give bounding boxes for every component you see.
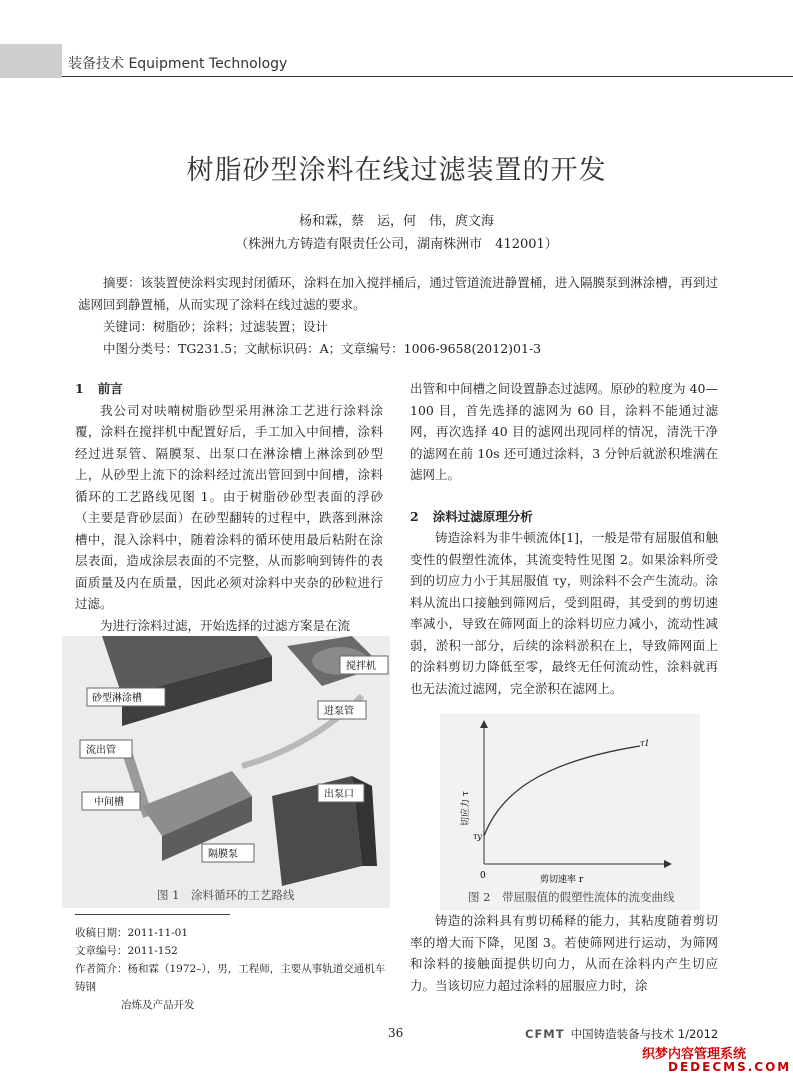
keywords: 关键词：树脂砂；涂料；过滤装置；设计 — [103, 319, 329, 334]
footnotes — [75, 924, 395, 1014]
section2-title: 涂料过滤原理分析 — [432, 508, 533, 524]
figure1-caption: 图 1 涂料循环的工艺路线 — [157, 888, 295, 902]
paper-title: 树脂砂型涂料在线过滤装置的开发 — [186, 155, 607, 186]
origin-label: 0 — [480, 871, 486, 881]
yield-label: τy — [473, 832, 482, 841]
figure2-chart — [440, 714, 700, 910]
label-middle-tank: 中间槽 — [94, 797, 124, 808]
section2-heading — [410, 506, 718, 528]
header-bar — [0, 44, 62, 78]
section2-paragraph1: 铸造涂料为非牛顿流体[1]，一般是带有屈服值和触变性的假塑性流体，其流变特性见图 2。如果涂料所受到的切应力小于其屈服值 τy，则涂料不会产生流动。涂料从流出口接触到筛网后，受到阻碍，其受到的剪切速率减小，导致在筛网面上的涂料切应力减小，流动性减弱，淤积一部分，后续的涂料淤积在上，导致筛网面上的涂料剪切力降低至零，最终无任何流动性，涂料就再也无法流过滤网，完全淤积在滤网上。 — [410, 530, 718, 696]
label-mixer: 搅拌机 — [346, 661, 376, 672]
authors: 杨和霖，蔡 运，何 伟，庹文海 — [298, 214, 494, 229]
journal-logo: CFMT — [525, 1027, 565, 1041]
label-pump-outlet: 出泵口 — [324, 789, 354, 800]
watermark-line2: DEDECMS.COM — [668, 1060, 792, 1074]
section1-number: 1 — [75, 381, 84, 396]
author-intro-cont: 冶炼及产品开发 — [121, 999, 195, 1011]
section2-number: 2 — [410, 508, 419, 524]
abstract-body: 摘要：该装置使涂料实现封闭循环，涂料在加入搅拌桶后，通过管道流进静置桶，进入隔膜泵到淋涂槽，再到过滤网回到静置桶，从而实现了涂料在线过滤的要求。 — [78, 275, 718, 312]
right-column-bottom — [410, 910, 718, 996]
label-outflow-pipe: 流出管 — [86, 745, 116, 756]
left-column — [75, 378, 383, 636]
section-header: 装备技术 Equipment Technology — [68, 56, 288, 72]
curve-label: τ1 — [640, 739, 650, 748]
abstract — [78, 272, 718, 360]
watermark-line1: 织梦内容管理系统 — [642, 1047, 747, 1062]
label-pump: 隔膜泵 — [208, 849, 238, 860]
figure2 — [440, 714, 700, 910]
figure1 — [62, 636, 390, 908]
right-column-top — [410, 378, 718, 699]
author-intro: 作者简介：杨和霖（1972–），男，工程师，主要从事轨道交通机车铸钢 — [75, 963, 386, 993]
section1-paragraph2-cont: 出管和中间槽之间设置静态过滤网。原砂的粒度为 40—100 目，首先选择的滤网为 60 目，涂料不能通过滤网，再次选择 40 目的滤网出现同样的情况，清洗干净的滤网在前 10s 还可通过涂料，3 分钟后就淤积堆满在滤网上。 — [410, 381, 718, 482]
affiliation: （株洲九方铸造有限责任公司，湖南株洲市 412001） — [235, 237, 558, 252]
page-number: 36 — [388, 1026, 404, 1040]
classification: 中图分类号：TG231.5；文献标识码：A；文章编号：1006-9658(2012)01-3 — [103, 341, 542, 356]
figure1-illustration — [62, 636, 390, 908]
journal-footer — [525, 1026, 718, 1042]
x-axis-label: 剪切速率 r — [540, 875, 584, 885]
section2-paragraph2: 铸造的涂料具有剪切稀释的能力，其粘度随着剪切率的增大而下降，见图 3。若使筛网进行运动，为筛网和涂料的接触面提供切向力，从而在涂料内产生切应力。当该切应力超过涂料的屈服应力时，涂 — [410, 913, 718, 993]
article-number: 文章编号：2011-152 — [75, 945, 178, 957]
journal-name: 中国铸造装备与技术 1/2012 — [570, 1027, 719, 1041]
section1-paragraph1: 我公司对呋喃树脂砂型采用淋涂工艺进行涂料涂覆，涂料在搅拌机中配置好后，手工加入中间槽，涂料经过进泵管、隔膜泵、出泵口在淋涂槽上淋涂到砂型上，从砂型上流下的涂料经过流出管回到中间槽，涂料循环的工艺路线见图 1。由于树脂砂砂型表面的浮砂（主要是背砂层面）在砂型翻转的过程中，跌落到淋涂槽中，混入涂料中，随着涂料的循环使用最后粘附在涂层表面，造成涂层表面的不完整，从而影响到铸件的表面质量及内在质量，因此必须对涂料中夹杂的砂粒进行过滤。 — [75, 402, 383, 611]
label-inlet-pipe: 进泵管 — [324, 706, 354, 717]
section1-title: 前言 — [97, 381, 123, 396]
y-axis-label: 切应力 τ — [461, 791, 471, 826]
section1-heading — [75, 378, 383, 400]
header-rule — [62, 76, 793, 77]
section1-paragraph2: 为进行涂料过滤，开始选择的过滤方案是在流 — [100, 617, 351, 633]
footnote-rule — [75, 914, 230, 915]
figure2-caption: 图 2 带屈服值的假塑性流体的流变曲线 — [468, 890, 675, 904]
received-date: 收稿日期：2011-11-01 — [75, 927, 189, 939]
label-trough: 砂型淋涂槽 — [92, 693, 142, 704]
